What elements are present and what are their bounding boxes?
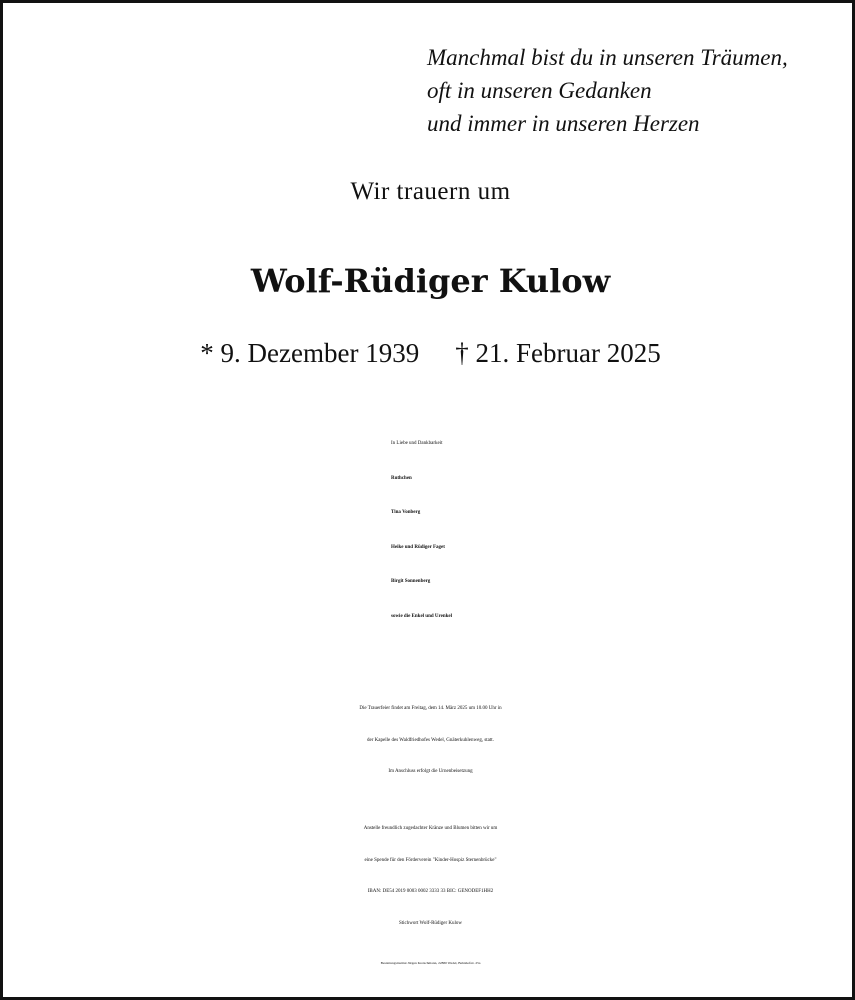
motto-line-2: oft in unseren Gedanken: [427, 78, 652, 103]
donation-info: [3, 813, 855, 939]
mourners-block: [391, 427, 851, 634]
intro-text: Wir trauern um: [350, 178, 511, 205]
ceremony-line: der Kapelle des Waldfriedhofes Wedel, Gnäterkuhlenweg, statt.: [367, 737, 494, 743]
donation-keyword: Stichwort Wolf-Rüdiger Kulow: [398, 920, 463, 926]
motto-line-1: Manchmal bist du in unseren Träumen,: [427, 45, 788, 70]
funeral-home-footer: Bestattungsinstitut Jürgen Kretschmann, 22880 Wedel, Bahnhofstr. 25a: [380, 961, 481, 965]
mourner-name: sowie die Enkel und Urenkel: [391, 613, 453, 619]
motto-poem: [427, 41, 847, 140]
donation-bank-details: IBAN: DE54 2019 0003 0002 3333 33 BIC: GENODEF1HH2: [367, 889, 494, 894]
mourner-name: Birgit Sonnenberg: [391, 579, 431, 584]
ceremony-line: Im Anschluss erfolgt die Urnenbeisetzung: [388, 769, 473, 774]
life-dates: [3, 333, 855, 373]
ceremony-info: [3, 693, 855, 788]
mourner-name: Heike und Rüdiger Faget: [391, 544, 445, 550]
motto-line-3: und immer in unseren Herzen: [427, 111, 700, 136]
donation-line: eine Spende für den Förderverein "Kinder-Hospiz Sternenbrücke": [364, 857, 497, 863]
birth-date: * 9. Dezember 1939: [200, 338, 420, 368]
mourners-heading: In Liebe und Dankbarkeit: [391, 441, 443, 446]
mourner-name: Ruthchen: [391, 475, 412, 481]
deceased-name: Wolf-Rüdiger Kulow: [250, 262, 611, 300]
ceremony-line: Die Trauerfeier findet am Freitag, dem 14. März 2025 um 10.00 Uhr in: [359, 706, 502, 711]
death-date: † 21. Februar 2025: [455, 338, 661, 368]
mourner-name: Tina Vonberg: [391, 510, 421, 515]
donation-line: Anstelle freundlich zugedachter Kränze und Blumen bitten wir um: [363, 826, 498, 831]
